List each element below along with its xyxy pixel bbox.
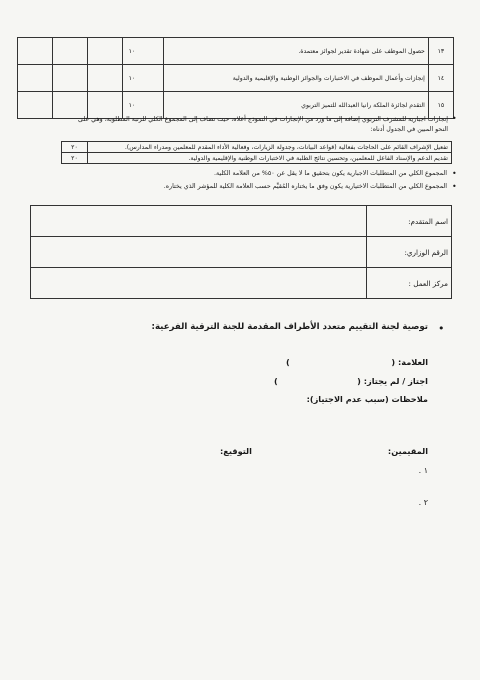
evaluators-label: المقيمين: xyxy=(387,446,428,456)
note-line-2: النحو المبين في الجدول أدناه: xyxy=(370,126,448,133)
table-row xyxy=(31,237,452,268)
criteria-description: إنجازات وأعمال الموظف في الاختبارات والجوائز الوطنية والإقليمية والدولية xyxy=(164,65,429,92)
national-id-value[interactable] xyxy=(31,237,367,268)
total-mandatory-note: المجموع الكلي من المتطلبات الاجبارية يكون بتحقيق ما لا يقل عن ٥٠% من العلامة الكلية. xyxy=(213,170,447,177)
criteria-description: حصول الموظف على شهادة تقدير لجوائز معتمدة. xyxy=(164,38,429,65)
applicant-name-label: اسم المتقدم: xyxy=(367,206,452,237)
evaluator-2: ٢ . xyxy=(418,498,428,507)
applicant-name-value[interactable] xyxy=(31,206,367,237)
criteria-number: ١٥ xyxy=(428,92,453,119)
table-row xyxy=(31,268,452,299)
bullet-icon: • xyxy=(452,182,457,191)
criteria-number: ١٤ xyxy=(428,65,453,92)
score-close: ) xyxy=(286,357,290,367)
pass-label: اجتاز / لم يجتاز: ( xyxy=(357,376,428,386)
workplace-value[interactable] xyxy=(31,268,367,299)
criteria-table xyxy=(17,37,454,119)
mandatory-points: ٢٠ xyxy=(62,153,88,164)
national-id-label: الرقم الوزاري: xyxy=(367,237,452,268)
mandatory-table xyxy=(61,141,452,164)
applicant-info-table xyxy=(30,205,452,299)
table-row xyxy=(62,142,452,153)
signature-label: التوقيع: xyxy=(220,446,252,456)
workplace-label: مركز العمل : xyxy=(367,268,452,299)
criteria-score: ١٠ xyxy=(122,65,163,92)
table-row xyxy=(31,206,452,237)
remarks-label: ملاحظات (سبب عدم الاجتياز): xyxy=(306,394,428,404)
mandatory-note xyxy=(20,115,448,135)
table-row xyxy=(18,38,454,65)
criteria-number: ١٣ xyxy=(428,38,453,65)
table-row xyxy=(62,153,452,164)
table-row xyxy=(18,65,454,92)
mandatory-item: تفعيل الإشراف القائم على الحاجات بفعالية (قواعد البيانات، وجدولة الزيارات، وفعالية الأداء المقدم للمعلمين ومدراء المدارس). xyxy=(88,142,452,153)
total-optional-note: المجموع الكلي من المتطلبات الاختيارية يكون وفق ما يختاره المُقيِّم حسب العلامة الكلية للمؤشر الذي يختاره. xyxy=(163,183,447,190)
criteria-score: ١٠ xyxy=(122,92,163,119)
criteria-description: التقدم لجائزة الملكة رانيا العبدالله للتميز التربوي xyxy=(164,92,429,119)
criteria-score: ١٠ xyxy=(122,38,163,65)
note-line-1: إنجازات اجبارية للمشرف التربوي إضافة إلى ما ورد من الإنجازات في النموذج أعلاه، حيث تضاف إلى المجموع الكلي للرتبة المطلوبة، وهي على xyxy=(78,116,448,123)
bullet-icon: • xyxy=(452,114,457,123)
pass-close: ) xyxy=(274,376,278,386)
evaluator-1: ١ . xyxy=(418,466,428,475)
mandatory-item: تقديم الدعم والإسناد الفاعل للمعلمين، وتحسين نتائج الطلبة في الاختبارات الوطنية والإقليمية والدولية. xyxy=(88,153,452,164)
score-label: العلامة: ( xyxy=(391,357,428,367)
committee-heading: توصية لجنة التقييم متعدد الأطراف المقدمة للجنة الترقية الفرعية: xyxy=(151,322,428,332)
mandatory-points: ٢٠ xyxy=(62,142,88,153)
bullet-icon: • xyxy=(438,322,445,335)
bullet-icon: • xyxy=(452,169,457,178)
